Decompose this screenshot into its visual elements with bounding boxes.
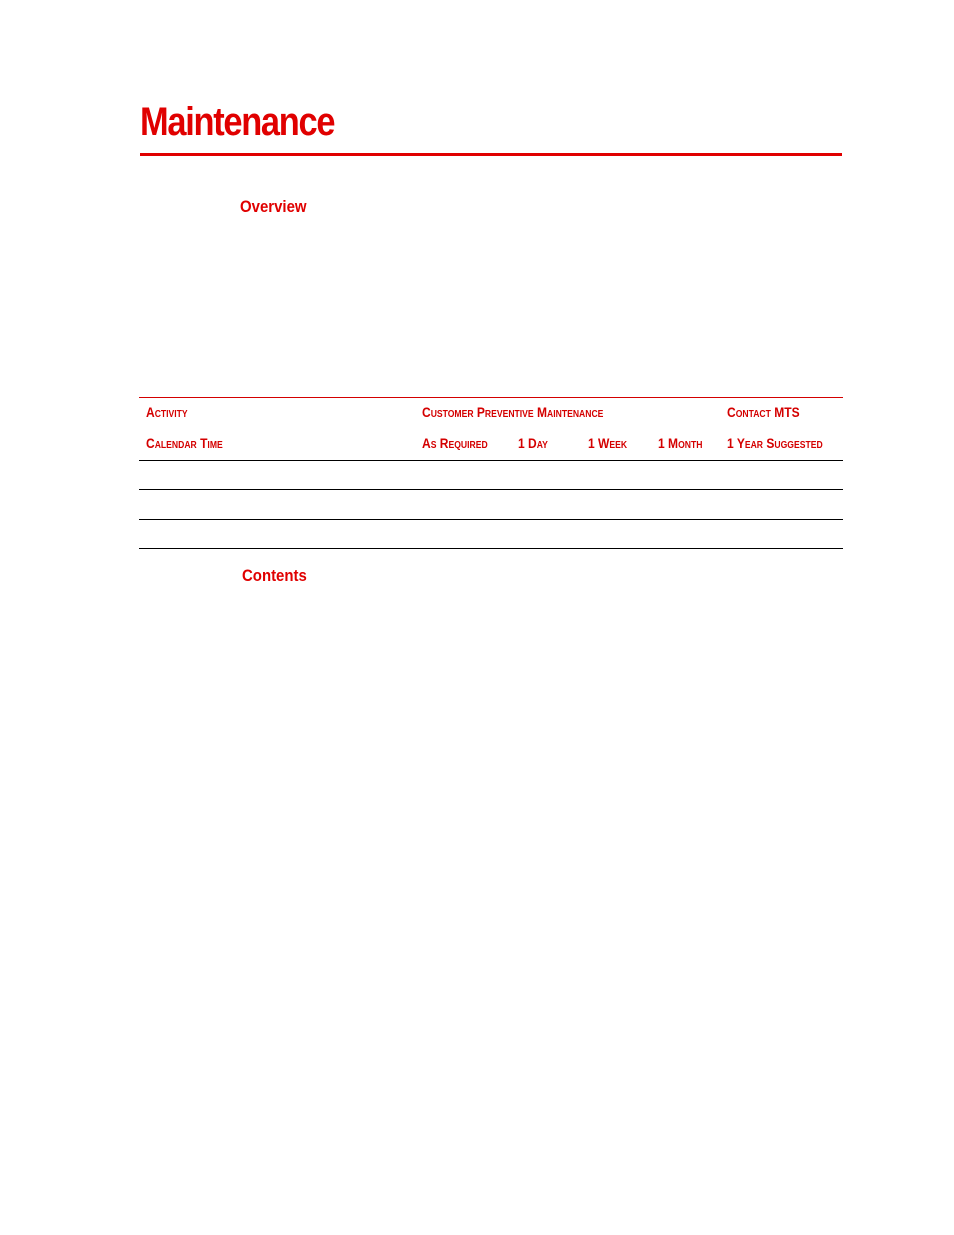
header-calendar-time: Calendar Time	[146, 435, 223, 451]
table-bottom-rule	[139, 548, 843, 549]
header-as-required: As Required	[422, 435, 488, 451]
section-heading-contents: Contents	[242, 566, 307, 585]
header-1-month: 1 Month	[658, 435, 703, 451]
header-1-day: 1 Day	[518, 435, 548, 451]
section-heading-overview: Overview	[240, 197, 307, 216]
header-customer-preventive-maintenance: Customer Preventive Maintenance	[422, 404, 604, 420]
header-contact-mts: Contact MTS	[727, 404, 800, 420]
table-header-rule	[139, 460, 843, 461]
table-top-rule	[139, 397, 843, 398]
header-1-year-suggested: 1 Year Suggested	[727, 435, 823, 451]
table-row-rule	[139, 489, 843, 490]
title-divider	[140, 153, 842, 156]
table-row-rule	[139, 519, 843, 520]
page-title: Maintenance	[140, 100, 335, 144]
header-activity: Activity	[146, 404, 188, 420]
header-1-week: 1 Week	[588, 435, 628, 451]
